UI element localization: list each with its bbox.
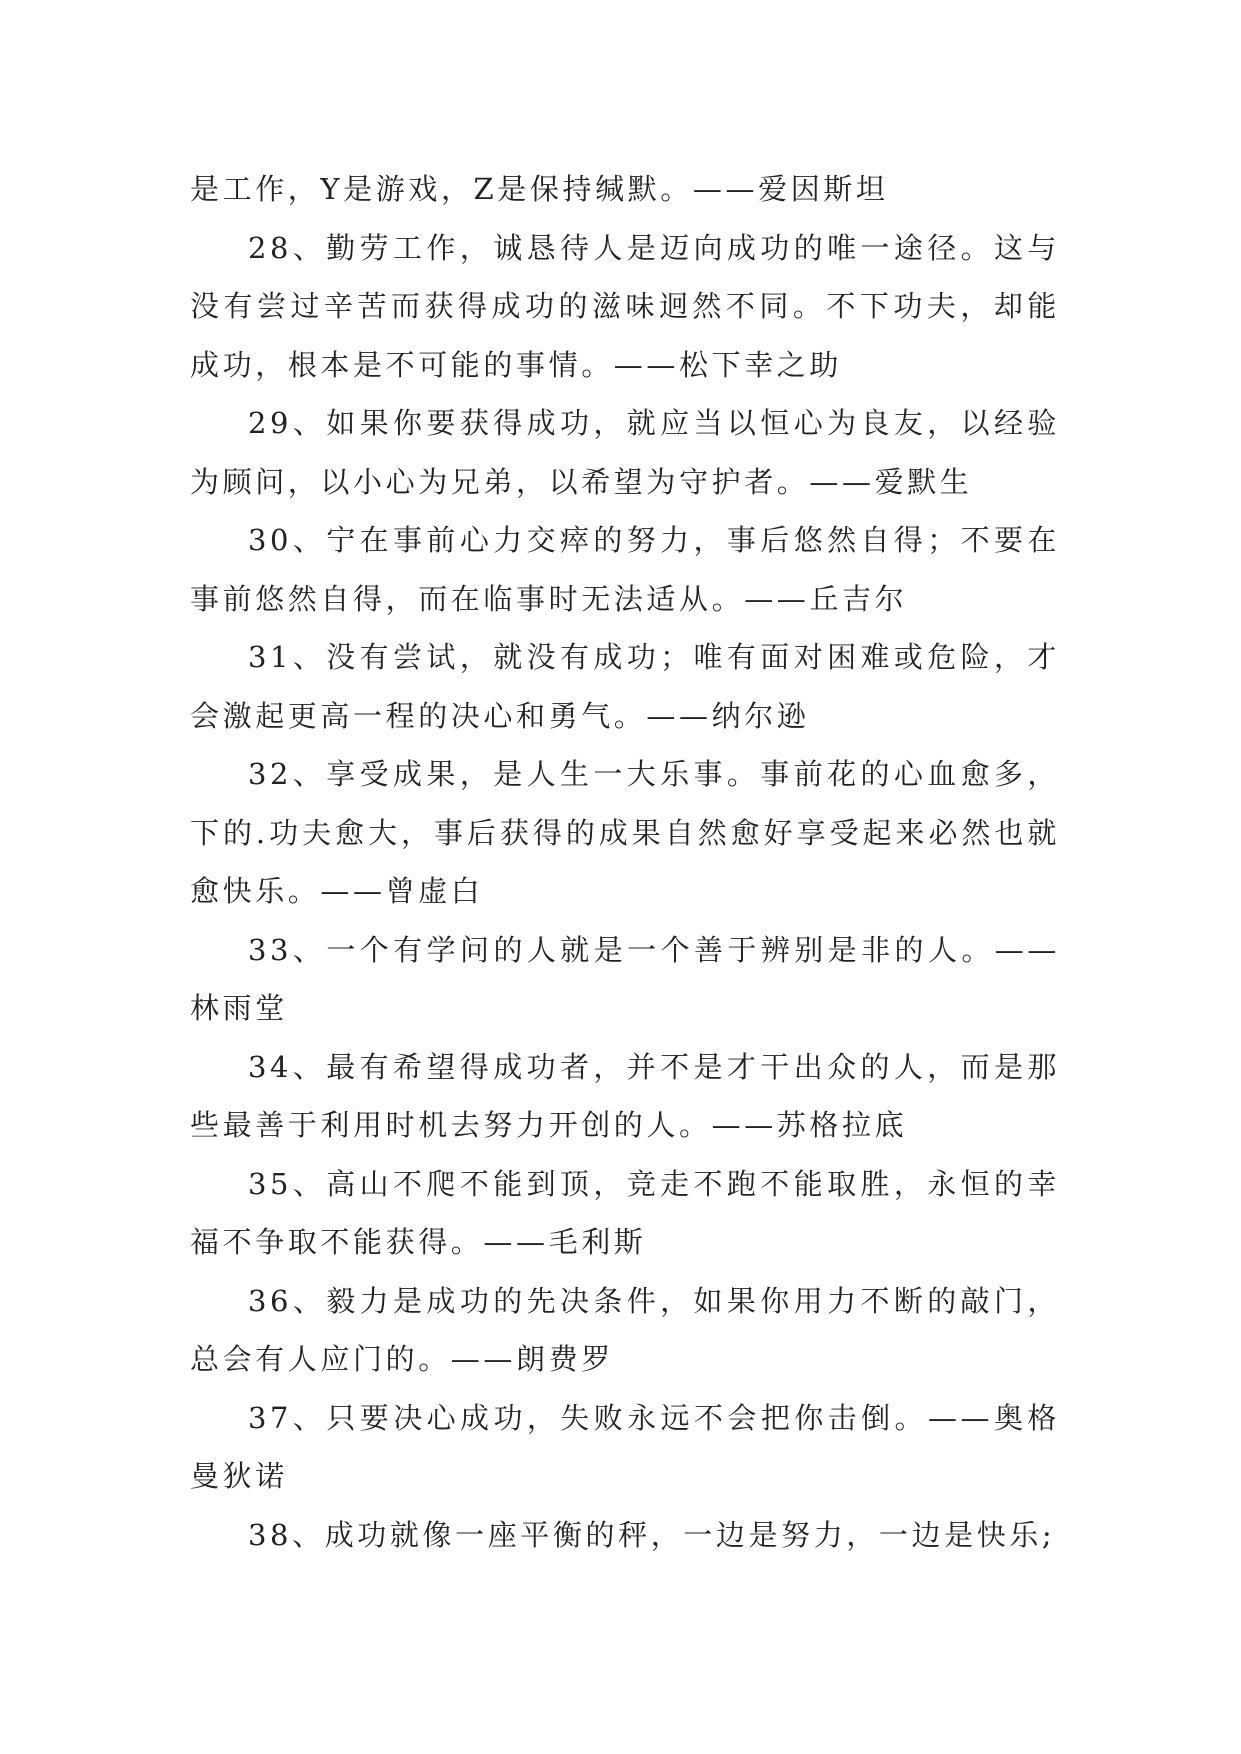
paragraph-quote-36: 36、毅力是成功的先决条件，如果你用力不断的敲门，总会有人应门的。——朗费罗	[190, 1283, 1060, 1376]
paragraph-quote-35: 35、高山不爬不能到顶，竞走不跑不能取胜，永恒的幸福不争取不能获得。——毛利斯	[190, 1166, 1060, 1259]
paragraph-quote-32: 32、享受成果，是人生一大乐事。事前花的心血愈多，下的.功夫愈大，事后获得的成果自然愈好享受起来必然也就愈快乐。——曾虚白	[190, 757, 1060, 908]
paragraph-quote-34: 34、最有希望得成功者，并不是才干出众的人，而是那些最善于利用时机去努力开创的人。——苏格拉底	[190, 1049, 1060, 1142]
document-page	[190, 160, 1060, 1564]
paragraph-quote-29: 29、如果你要获得成功，就应当以恒心为良友，以经验为顾问，以小心为兄弟，以希望为守护者。——爱默生	[190, 406, 1060, 499]
paragraph-quote-30: 30、宁在事前心力交瘁的努力，事后悠然自得；不要在事前悠然自得，而在临事时无法适从。——丘吉尔	[190, 523, 1060, 616]
paragraph-quote-33: 33、一个有学问的人就是一个善于辨别是非的人。——林雨堂	[190, 932, 1060, 1025]
paragraph-quote-37: 37、只要决心成功，失败永远不会把你击倒。——奥格曼狄诺	[190, 1400, 1060, 1493]
paragraph-quote-31: 31、没有尝试，就没有成功；唯有面对困难或危险，才会激起更高一程的决心和勇气。——纳尔逊	[190, 640, 1060, 733]
paragraph-quote-38: 38、成功就像一座平衡的秤，一边是努力，一边是快乐;	[248, 1517, 1056, 1552]
paragraph-quote-28: 28、勤劳工作，诚恳待人是迈向成功的唯一途径。这与没有尝过辛苦而获得成功的滋味迥然不同。不下功夫，却能成功，根本是不可能的事情。——松下幸之助	[190, 230, 1060, 382]
paragraph-continuation: 是工作，Y是游戏，Z是保持缄默。——爱因斯坦	[190, 172, 889, 206]
